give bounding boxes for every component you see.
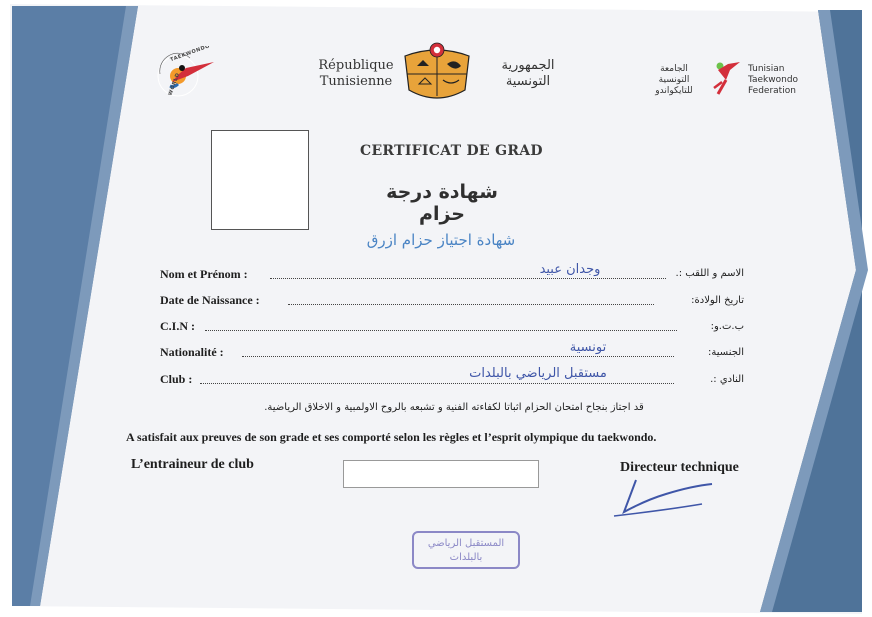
club-value: مستقبل الرياضي بالبلدات (469, 366, 607, 381)
world-taekwondo-logo-icon (148, 46, 218, 108)
nationality-label-fr: Nationalité : (160, 345, 224, 359)
cin-dotted-line (205, 330, 677, 331)
nationality-label-ar: الجنسية: (708, 347, 744, 358)
photo-placeholder (211, 130, 309, 230)
nationality-value: تونسية (569, 340, 607, 355)
name-label-fr: Nom et Prénom : (160, 267, 248, 281)
name-label-ar: الاسم و اللقب :. (675, 268, 744, 279)
cin-label-fr: C.I.N : (160, 319, 195, 333)
nationality-dotted-line (242, 356, 674, 357)
certificate-title-fr: CERTIFICAT DE GRAD (360, 143, 543, 159)
director-label: Directeur technique (620, 460, 739, 475)
federation-name-ar: الجامعة التونسية للتايكواندو (655, 64, 693, 96)
republic-name-fr: République Tunisienne (318, 58, 394, 89)
ttf-kicker-logo-icon (704, 58, 744, 100)
tunisia-coat-of-arms-icon (397, 40, 477, 108)
certificate-subtitle-ar: شهادة اجتياز حزام ازرق (366, 231, 516, 249)
federation-name-en: Tunisian Taekwondo Federation (748, 64, 799, 96)
club-stamp: المستقبل الرياضي بالبلدات (412, 531, 520, 569)
director-signature-icon (606, 476, 716, 524)
coach-signature-box (343, 460, 539, 488)
dob-label-ar: تاريخ الولادة: (691, 295, 744, 306)
cin-label-ar: ب.ت.و: (710, 321, 744, 332)
club-label-fr: Club : (160, 372, 193, 386)
name-dotted-line (270, 278, 666, 279)
name-value: وجدان عبيد (539, 262, 601, 277)
coach-label: L’entraineur de club (131, 457, 254, 472)
svg-text:WORLD: WORLD (167, 71, 182, 97)
svg-text:TAEKWONDO: TAEKWONDO (169, 46, 212, 64)
club-dotted-line (200, 383, 674, 384)
declaration-ar: قد اجتاز بنجاح امتحان الحزام اثباتا لكفاءته الفنية و تشبعه بالروح الاولمبية و الاخلاق الرياضية. (264, 402, 644, 413)
dob-dotted-line (288, 304, 654, 305)
certificate-title-ar: شهادة درجة حزام (386, 181, 498, 225)
club-label-ar: النادي :. (710, 374, 744, 385)
dob-label-fr: Date de Naissance : (160, 293, 260, 307)
republic-name-ar: الجمهورية التونسية (501, 58, 555, 89)
declaration-fr: A satisfait aux preuves de son grade et ses comporté selon les règles et l’esprit olympique du taekwondo. (126, 430, 657, 444)
